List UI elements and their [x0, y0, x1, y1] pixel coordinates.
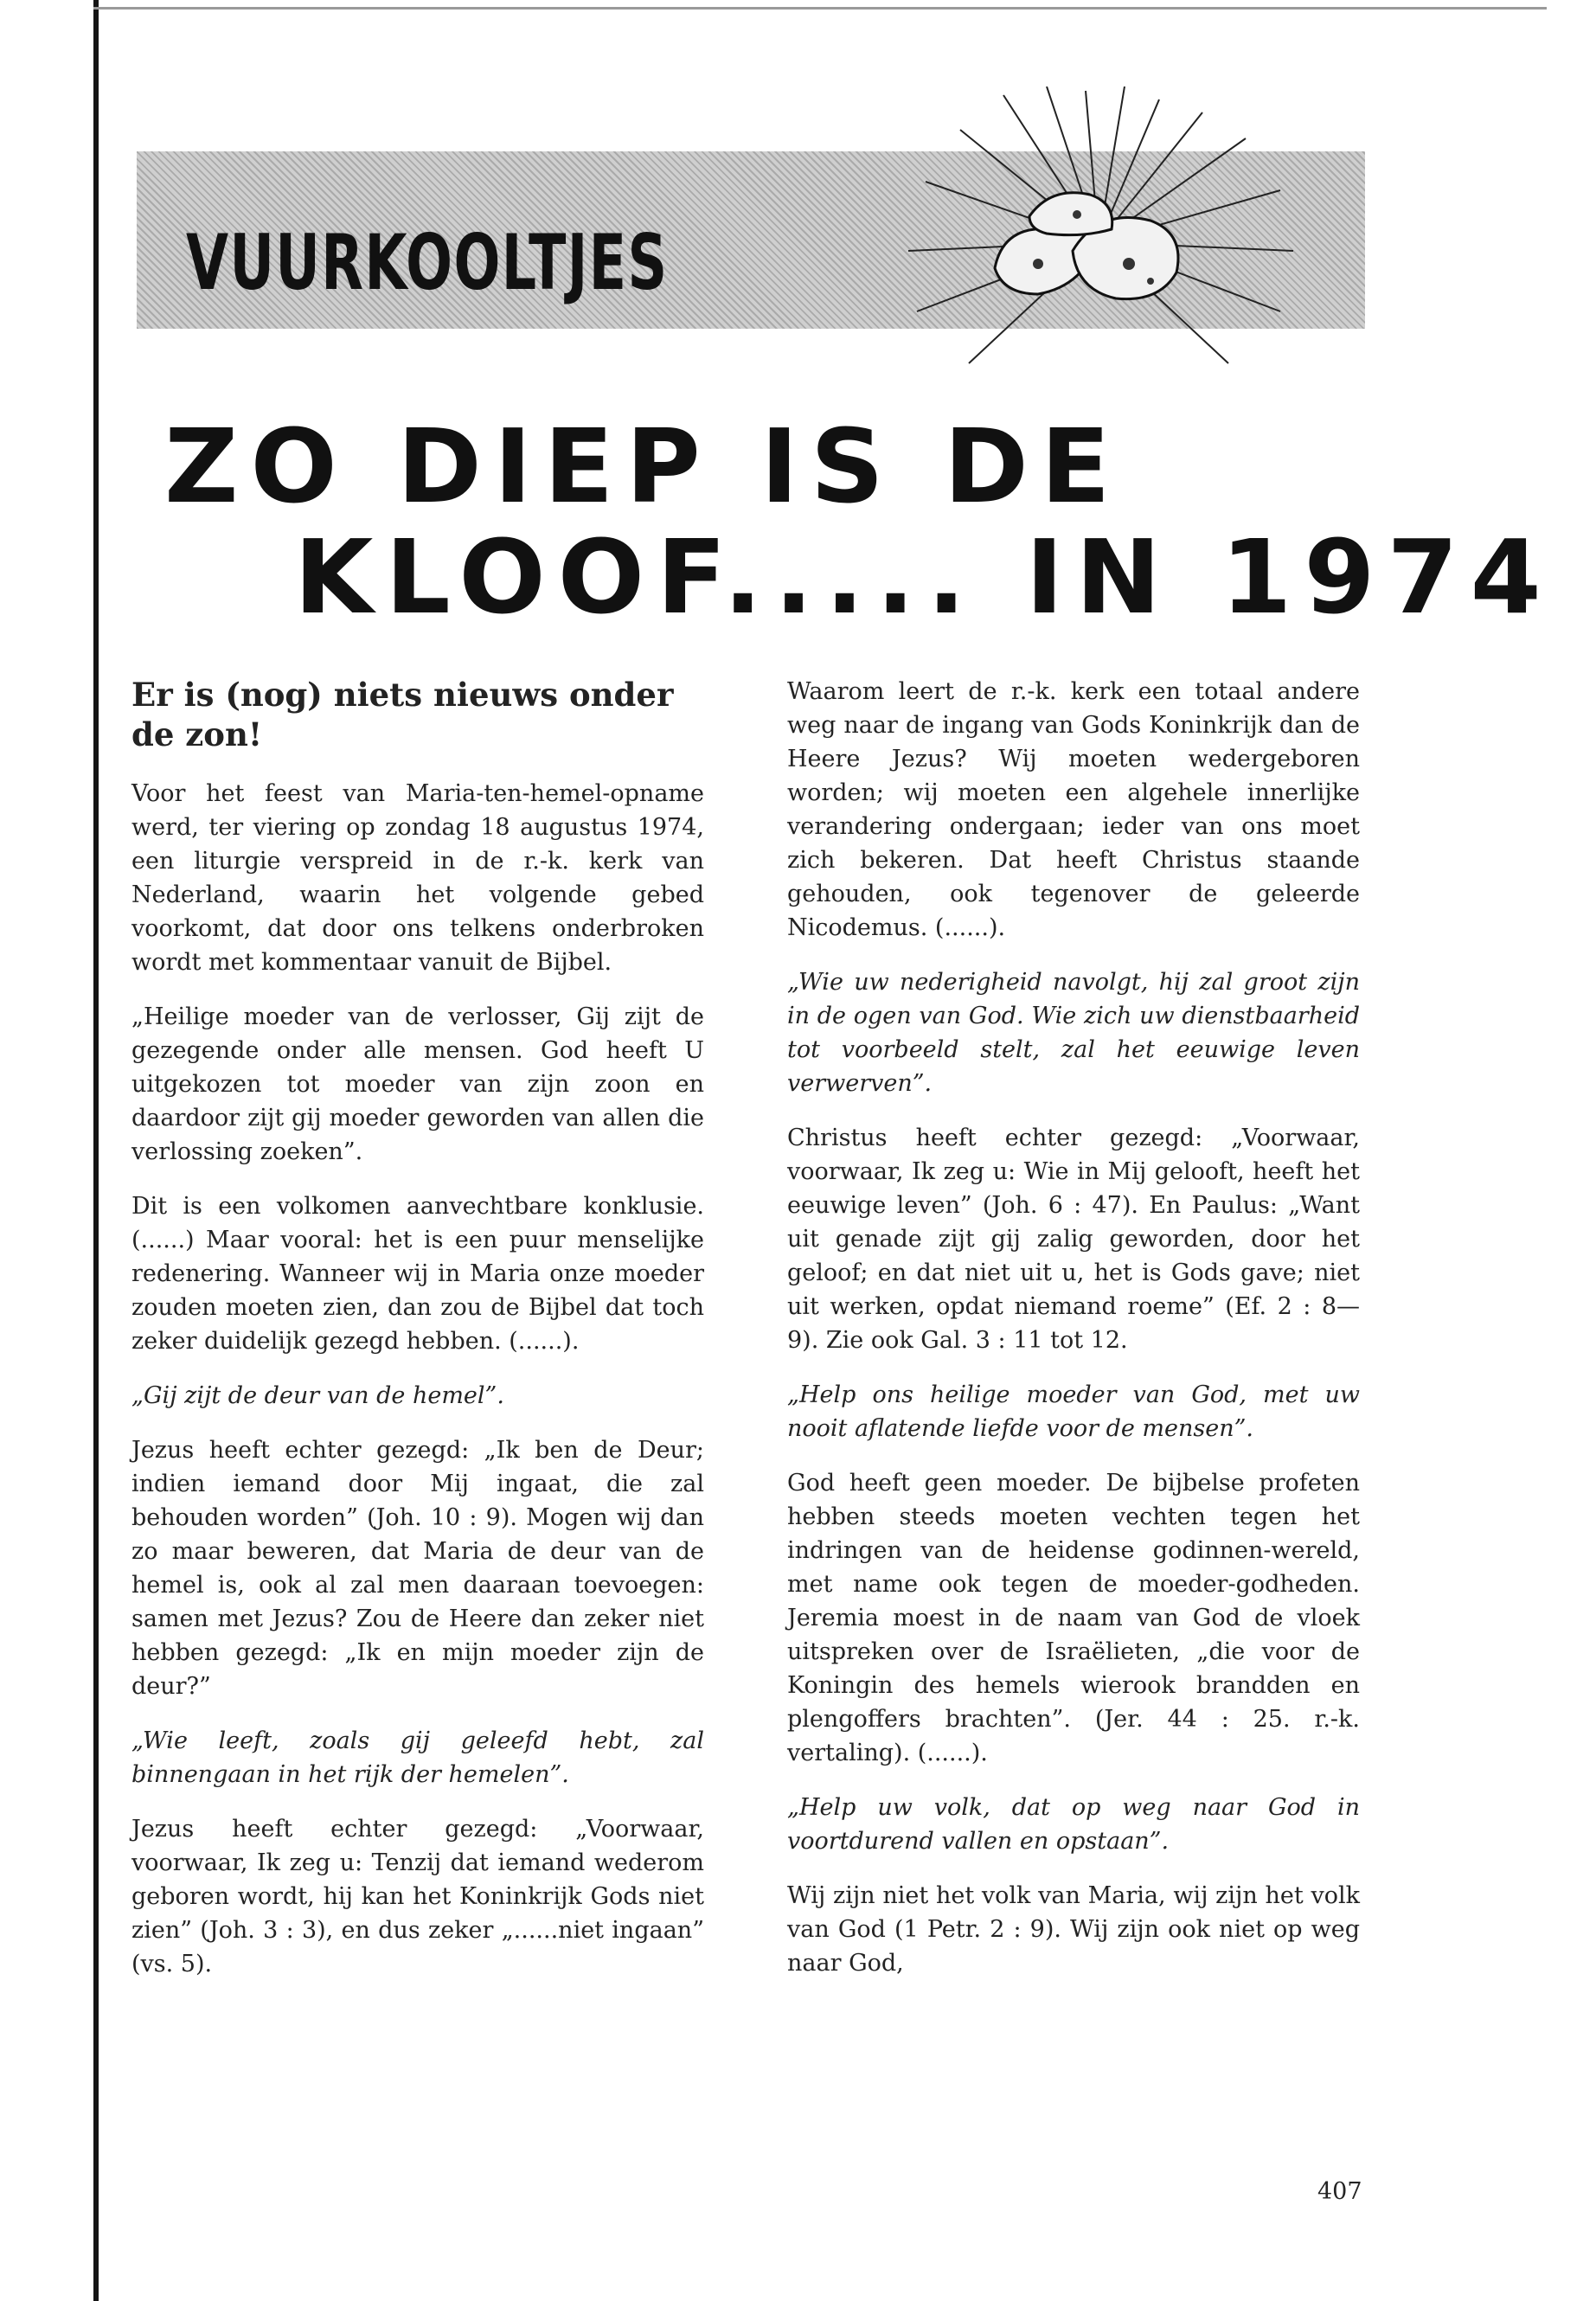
paragraph: Jezus heeft echter gezegd: „Ik ben de Deur; indien iemand door Mij ingaat, die zal behouden worden” (Joh. 10 : 9). Mogen wij dan zo maar beweren, dat Maria de deur van de hemel is, ook al zal men daaraan toevoegen: samen met Jezus? Zou de Heere dan zeker niet hebben gezegd: „Ik en mijn moeder zijn de deur?” — [131, 1437, 704, 1700]
right-column — [787, 675, 1360, 2001]
paragraph: Waarom leert de r.-k. kerk een totaal andere weg naar de ingang van Gods Koninkrijk dan de Heere Jezus? Wij moeten wedergeboren worden; wij moeten een algehele innerlijke verandering ondergaan; ieder van ons moet zich bekeren. Dat heeft Christus staande gehouden, ook tegenover de geleerde Nicodemus. (......). — [787, 678, 1360, 941]
lead-paragraph: Er is (nog) niets nieuws onder de zon! — [131, 676, 674, 753]
burning-coals-icon — [900, 87, 1298, 372]
paragraph: God heeft geen moeder. De bijbelse profeten hebben steeds moeten vechten tegen het indringen van de heidense godinnen-wereld, met name ook tegen de moeder-godheden. Jeremia moest in de naam van God de vloek uitspreken over de Israëlieten, „die voor de Koningin des hemels wierook brandden en plengoffers brachten”. (Jer. 44 : 25. r.-k. vertaling). (......). — [787, 1470, 1360, 1766]
banner-title: VUURKOOLTJES — [186, 218, 669, 307]
prayer-quote: „Help uw volk, dat op weg naar God in voortdurend vallen en opstaan”. — [787, 1794, 1360, 1855]
paragraph: Dit is een volkomen aanvechtbare konklusie. (......) Maar vooral: het is een puur menselijke redenering. Wanneer wij in Maria onze moeder zouden moeten zien, dan zou de Bijbel dat toch zeker duidelijk gezegd hebben. (......). — [131, 1193, 704, 1355]
paragraph: Voor het feest van Maria-ten-hemel-opname werd, ter viering op zondag 18 augustus 1974, een liturgie verspreid in de r.-k. kerk van Nederland, waarin het volgende gebed voorkomt, dat door ons telkens onderbroken wordt met kommentaar vanuit de Bijbel. — [131, 780, 704, 976]
headline-line-1: ZO DIEP IS DE — [164, 407, 1123, 526]
prayer-quote: „Wie uw nederigheid navolgt, hij zal groot zijn in de ogen van God. Wie zich uw dienstbaarheid tot voorbeeld stelt, zal het eeuwige leven verwerven”. — [787, 969, 1360, 1097]
page-border-top — [93, 7, 1547, 10]
headline-line-2: KLOOF..... IN 1974 — [294, 517, 1554, 637]
page-border-left — [93, 0, 99, 2301]
left-column — [131, 675, 704, 2002]
paragraph: „Heilige moeder van de verlosser, Gij zijt de gezegende onder alle mensen. God heeft U uitgekozen tot moeder van zijn zoon en daardoor zijt gij moeder geworden van allen die verlossing zoeken”. — [131, 1003, 704, 1165]
prayer-quote: „Help ons heilige moeder van God, met uw nooit aflatende liefde voor de mensen”. — [787, 1381, 1360, 1442]
paragraph: Wij zijn niet het volk van Maria, wij zijn het volk van God (1 Petr. 2 : 9). Wij zijn ook niet op weg naar God, — [787, 1882, 1360, 1977]
page-number: 407 — [1317, 2178, 1362, 2205]
prayer-quote: „Wie leeft, zoals gij geleefd hebt, zal binnengaan in het rijk der hemelen”. — [131, 1727, 704, 1788]
prayer-quote: „Gij zijt de deur van de hemel”. — [131, 1382, 504, 1409]
paragraph: Jezus heeft echter gezegd: „Voorwaar, voorwaar, Ik zeg u: Tenzij dat iemand wederom geboren wordt, hij kan het Koninkrijk Gods niet zien” (Joh. 3 : 3), en dus zeker „......niet ingaan” (vs. 5). — [131, 1816, 704, 1977]
paragraph: Christus heeft echter gezegd: „Voorwaar, voorwaar, Ik zeg u: Wie in Mij gelooft, heeft het eeuwige leven” (Joh. 6 : 47). En Paulus: „Want uit genade zijt gij zalig geworden, door het geloof; en dat niet uit u, het is Gods gave; niet uit werken, opdat niemand roeme” (Ef. 2 : 8—9). Zie ook Gal. 3 : 11 tot 12. — [787, 1125, 1360, 1354]
